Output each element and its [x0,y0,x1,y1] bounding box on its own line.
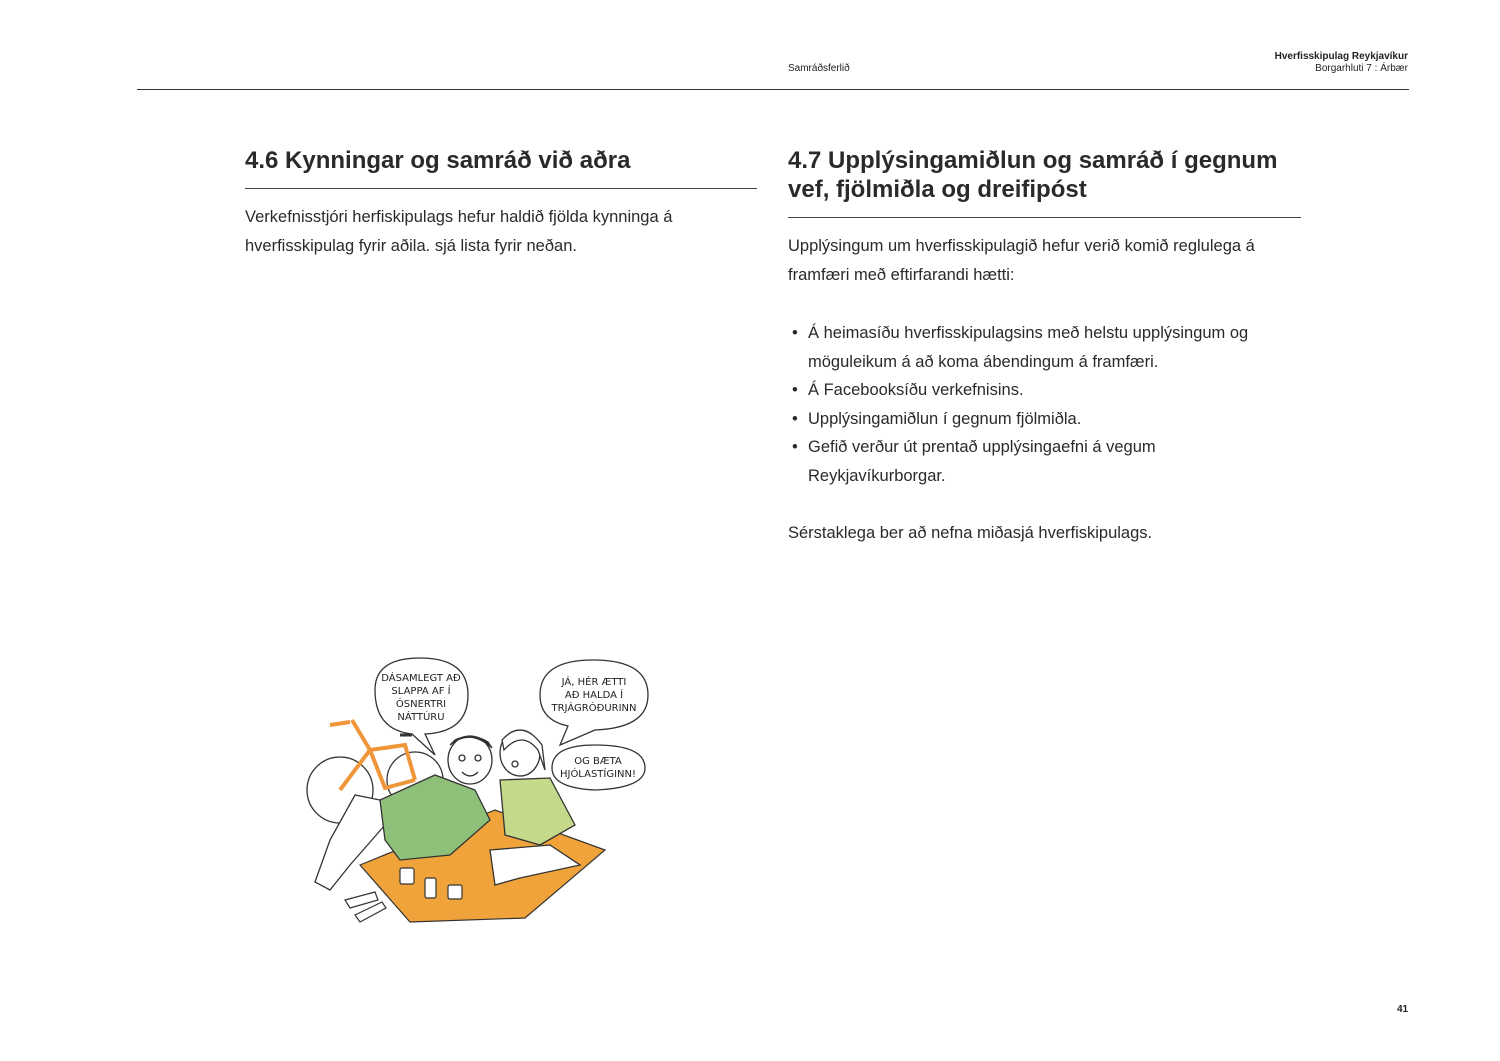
list-item-line: Gefið verður út prentað upplýsingaefni á vegum [808,438,1156,456]
speech-bubble-2 [540,660,648,745]
list-item [808,376,1301,405]
paragraph-line: Verkefnisstjóri herfiskipulags hefur haldið fjölda kynninga á [245,208,673,226]
bubble-text-line: AÐ HALDA Í [564,690,624,701]
bubble-text-line: DÁSAMLEGT AÐ [381,673,461,684]
list-item [808,319,1301,376]
left-column [245,146,757,261]
heading-line: 4.7 Upplýsingamiðlun og samráð í gegnum [788,147,1278,174]
list-item-line: Á heimasíðu hverfisskipulagsins með helstu upplýsingum og [808,324,1249,342]
list-item-line: Upplýsingamiðlun í gegnum fjölmiðla. [808,409,1082,428]
bubble-text-line: NÁTTÚRU [397,712,445,723]
bubble-text-line: SLAPPA AF Í [391,686,451,697]
district-label: Borgarhluti 7 : Árbær [1315,63,1408,74]
bubble-text-line: OG BÆTA [574,756,622,767]
paragraph-line: hverfisskipulag fyrir aðila. sjá lista fyrir neðan. [245,237,577,255]
section-heading-4-7 [788,146,1301,204]
list-item [808,433,1301,490]
bubble-text-line: HJÓLASTÍGINN! [559,769,637,780]
page-header-title-block [1275,51,1408,75]
header-divider [137,89,1409,90]
list-item [808,405,1301,434]
page-number: 41 [1397,1004,1409,1015]
right-column [788,146,1301,548]
heading-divider [245,188,757,189]
speech-bubble-3 [552,745,645,790]
section-heading-4-6: 4.6 Kynningar og samráð við aðra [245,147,631,174]
bubble-text-line: ÓSNERTRI [395,699,447,710]
publication-title: Hverfisskipulag Reykjavíkur [1274,51,1408,62]
list-item-line: Á Facebooksíðu verkefnisins. [808,381,1024,399]
page-header-section: Samráðsferlið [788,63,850,74]
heading-line: vef, fjölmiðla og dreifipóst [788,176,1087,203]
paragraph-line: Upplýsingum um hverfisskipulagið hefur verið komið reglulega á [788,237,1255,255]
bubble-text-line: TRJÁGRÓÐURINN [551,703,637,714]
intro-paragraph [788,232,1301,290]
channel-list [788,319,1301,490]
intro-paragraph [245,203,757,261]
picnic-illustration [290,650,660,930]
paragraph-line: framfæri með eftirfarandi hætti: [788,266,1015,284]
list-item-line: Reykjavíkurborgar. [808,466,946,485]
speech-bubble-outline [552,745,645,790]
list-item-line: möguleikum á að koma ábendingum á framfæri. [808,352,1159,371]
picnic-illustration-svg [290,650,660,930]
bubble-text-line: JÁ, HÉR ÆTTI [561,677,627,688]
heading-divider [788,217,1301,218]
closing-paragraph: Sérstaklega ber að nefna miðasjá hverfiskipulags. [788,524,1153,542]
